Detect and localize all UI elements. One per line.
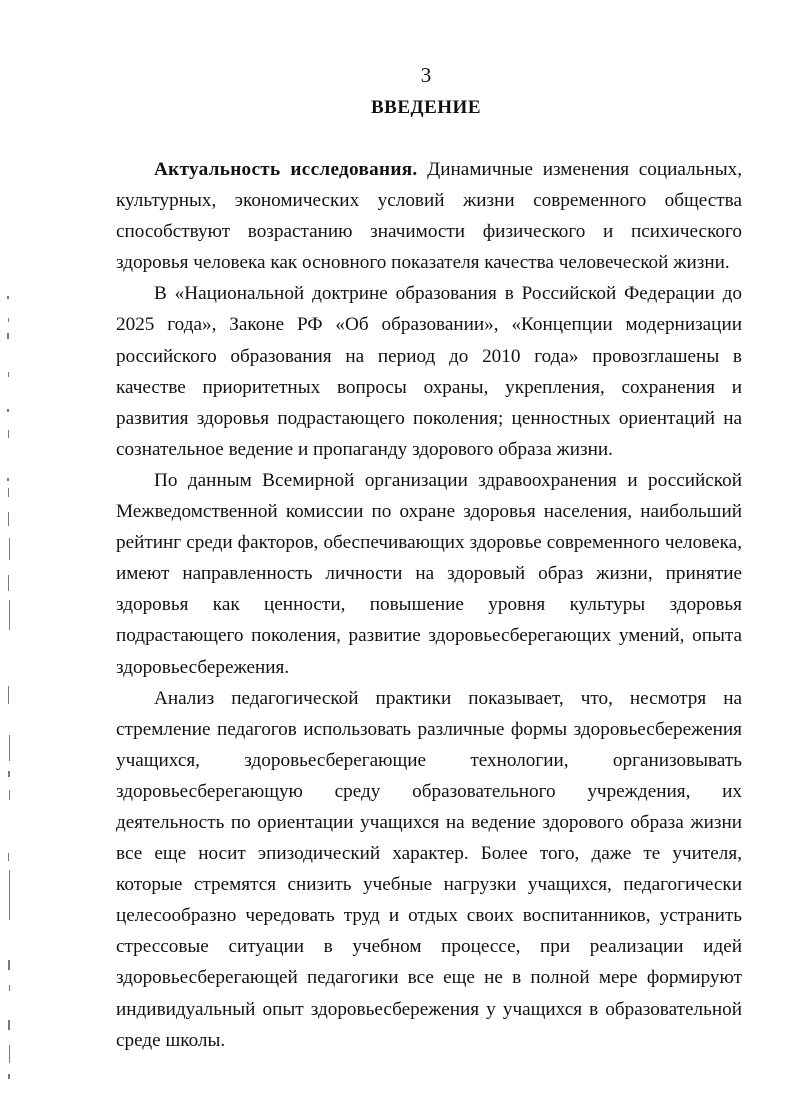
document-body [116,154,742,1056]
scan-margin-artifacts [0,0,30,1099]
paragraph-who-data: По данным Всемирной организации здравоохранения и российской Межведомственной комиссии по охране здоровья населения, наибольший рейтинг среди факторов, обеспечивающих здоровье современного человека, имеют направленность личности на здоровый образ жизни, принятие здоровья как ценности, повышение уровня культуры здоровья подрастающего поколения, развитие здоровьесберегающих умений, опыта здоровьесбережения. [116,469,742,678]
paragraph-text: Динамичные изменения социальных, культурных, экономических условий жизни современного общества способствуют возрастанию значимости физического и психического здоровья человека как основного показателя качества человеческой жизни. [116,159,742,274]
paragraph-lead: Актуальность исследования. [154,159,418,180]
page-number: 3 [420,63,432,87]
paragraph-practice-analysis: Анализ педагогической практики показывает, что, несмотря на стремление педагогов использовать различные формы здоровьесбережения учащихся, здоровьесберегающие технологии, организовывать здоровьесберегающую среду образовательного учреждения, их деятельность по ориентации учащихся на ведение здорового образа жизни все еще носит эпизодический характер. Более того, даже те учителя, которые стремятся снизить учебные нагрузки учащихся, педагогически целесообразно чередовать труд и отдых своих воспитанников, устранить стрессовые ситуации в учебном процессе, при реализации идей здоровьесберегающей педагогики все еще не в полной мере формируют индивидуальный опыт здоровьесбережения у учащихся в образовательной среде школы. [116,687,742,1051]
paragraph-relevance [116,154,742,278]
paragraph-doctrine: В «Национальной доктрине образования в Российской Федерации до 2025 года», Законе РФ «Об образовании», «Концепции модернизации российского образования на период до 2010 года» провозглашены в качестве приоритетных вопросы охраны, укрепления, сохранения и развития здоровья подрастающего поколения; ценностных ориентаций на сознательное ведение и пропаганду здорового образа жизни. [116,283,742,460]
section-heading: ВВЕДЕНИЕ [371,97,481,118]
